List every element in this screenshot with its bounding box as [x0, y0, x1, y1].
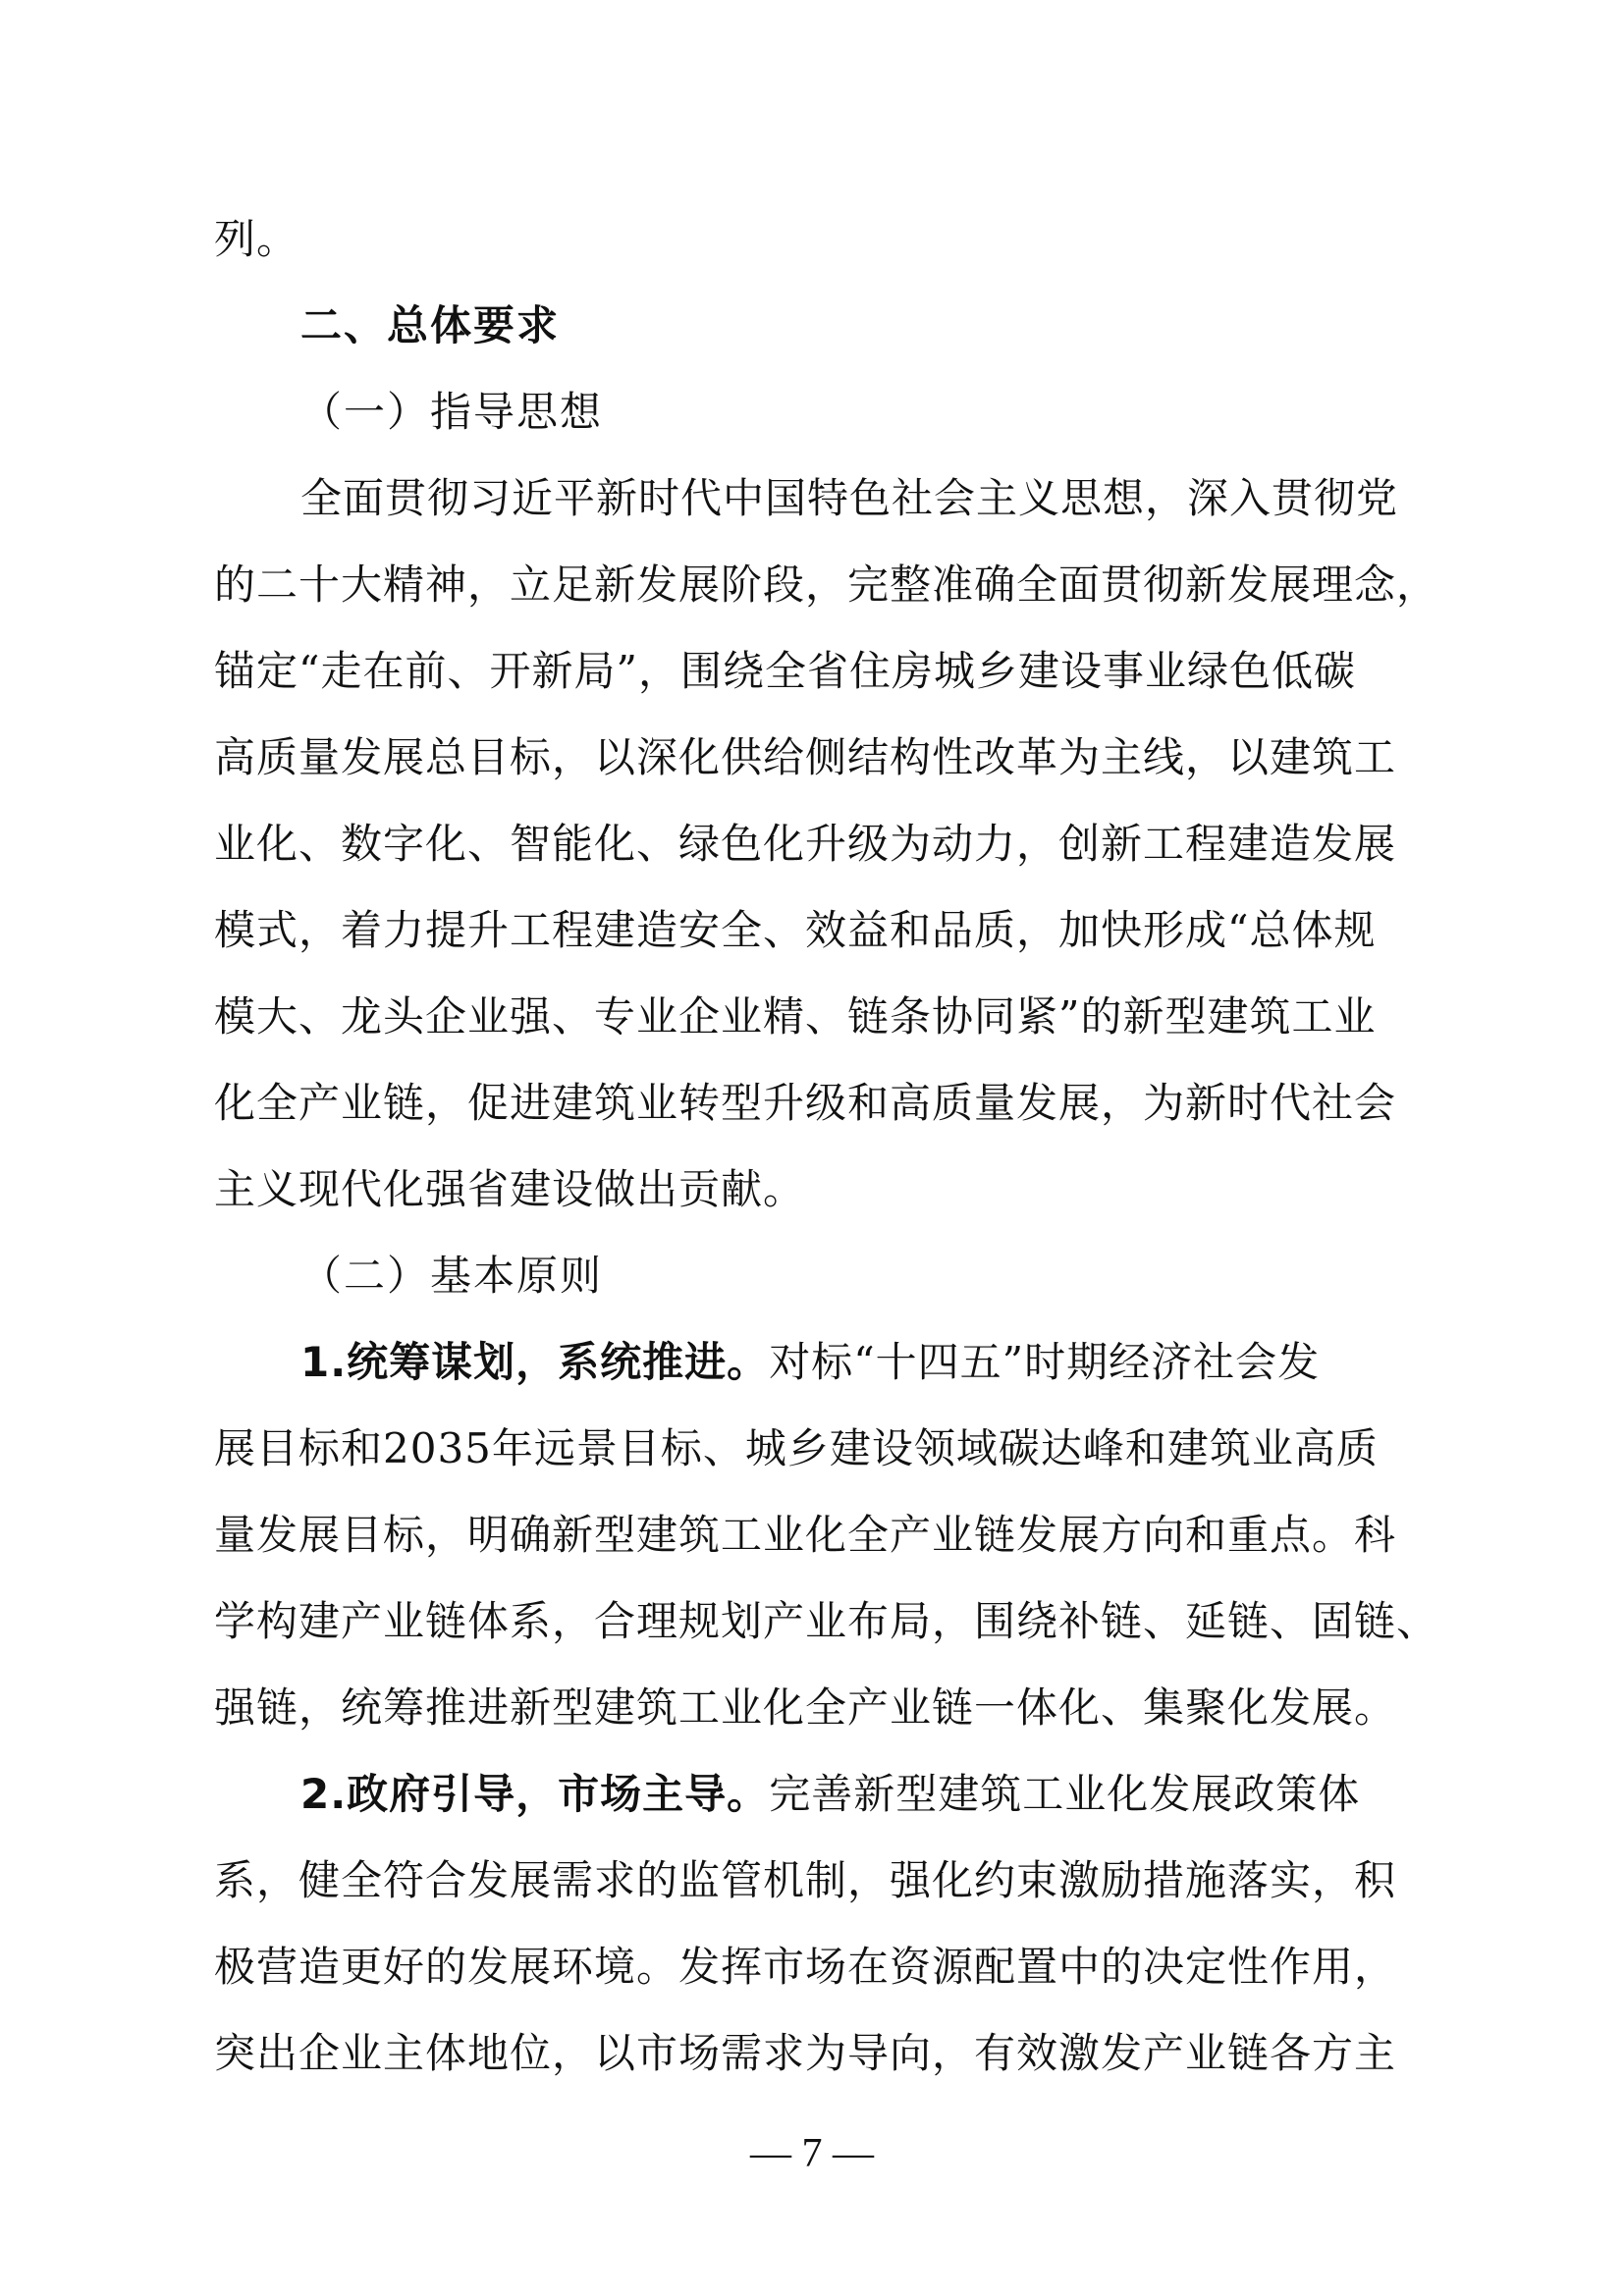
- principle-1-line: [214, 1319, 1422, 1406]
- text-line: 主义现代化强省建设做出贡献。: [214, 1165, 806, 1213]
- principle-2-text: 完善新型建筑工业化发展政策体: [769, 1770, 1361, 1818]
- text-line: 全面贯彻习近平新时代中国特色社会主义思想，深入贯彻党: [300, 474, 1399, 522]
- text-line: 模大、龙头企业强、专业企业精、链条协同紧”的新型建筑工业: [214, 992, 1377, 1041]
- principle-2-line: [214, 1751, 1422, 1838]
- text-line: 模式，着力提升工程建造安全、效益和品质，加快形成“总体规: [214, 906, 1377, 954]
- text-line: 列。: [214, 215, 299, 263]
- document-body: [214, 196, 1439, 2097]
- section-heading: 二、总体要求: [300, 301, 561, 349]
- text-line: 业化、数字化、智能化、绿色化升级为动力，创新工程建造发展: [214, 820, 1397, 868]
- text-line: 强链，统筹推进新型建筑工业化全产业链一体化、集聚化发展。: [214, 1683, 1397, 1732]
- text-line: 学构建产业链体系，合理规划产业布局，围绕补链、延链、固链、: [214, 1597, 1439, 1645]
- principle-1-text: 对标“十四五”时期经济社会发: [769, 1338, 1321, 1386]
- text-line: 高质量发展总目标，以深化供给侧结构性改革为主线，以建筑工: [214, 733, 1397, 781]
- principle-1-title: 1.统筹谋划，系统推进。: [300, 1338, 770, 1386]
- text-line: 极营造更好的发展环境。发挥市场在资源配置中的决定性作用，: [214, 1943, 1397, 1991]
- text-line: 系，健全符合发展需求的监管机制，强化约束激励措施落实，积: [214, 1856, 1397, 1904]
- text-line: 锚定“走在前、开新局”，围绕全省住房城乡建设事业绿色低碳: [214, 647, 1356, 695]
- subsection-heading-basic-principles: （二）基本原则: [300, 1252, 604, 1300]
- page-number: — 7 —: [750, 2131, 874, 2176]
- text-line: 的二十大精神，立足新发展阶段，完整准确全面贯彻新发展理念，: [214, 561, 1439, 609]
- text-line: 化全产业链，促进建筑业转型升级和高质量发展，为新时代社会: [214, 1079, 1397, 1127]
- text-line: 展目标和2035年远景目标、城乡建设领域碳达峰和建筑业高质: [214, 1424, 1379, 1472]
- principle-2-title: 2.政府引导，市场主导。: [300, 1770, 770, 1818]
- text-line: 量发展目标，明确新型建筑工业化全产业链发展方向和重点。科: [214, 1511, 1397, 1559]
- text-line: 突出企业主体地位，以市场需求为导向，有效激发产业链各方主: [214, 2029, 1397, 2077]
- subsection-heading-guiding-ideology: （一）指导思想: [300, 388, 604, 436]
